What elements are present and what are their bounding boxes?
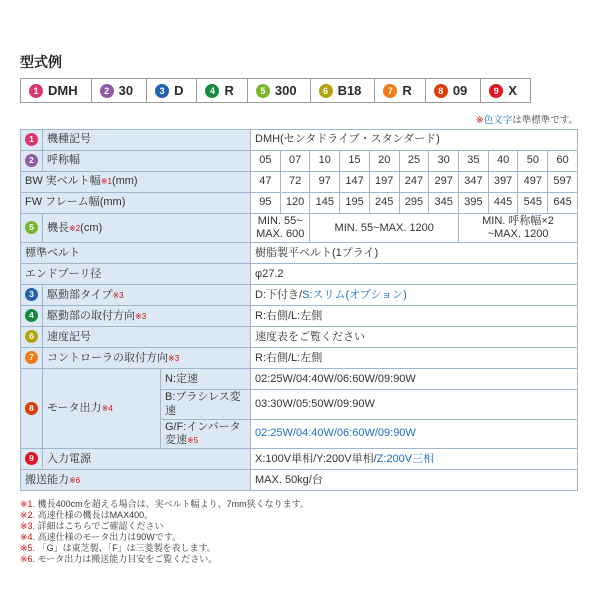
- motor-type-constant: N:定速: [161, 369, 251, 390]
- belt-width-value: 397: [488, 172, 518, 193]
- badge-9: 9: [25, 452, 38, 465]
- badge-8: 8: [25, 402, 38, 415]
- row-label-width: 呼称幅: [43, 151, 251, 172]
- length-range-b: MIN. 55~MAX. 1200: [310, 214, 459, 243]
- footnote-ref-5: ※5: [187, 435, 199, 445]
- row-machine-length: [21, 214, 578, 243]
- badge-cell: [21, 449, 43, 470]
- badge-cell: [21, 327, 43, 348]
- belt-width-value: 597: [548, 172, 578, 193]
- row-label-model: 機種記号: [43, 130, 251, 151]
- drive-type-option: S:スリム(オプション): [302, 288, 407, 301]
- speed-code-value: 速度表をご覧ください: [251, 327, 578, 348]
- width-value: 35: [459, 151, 489, 172]
- width-value: 10: [310, 151, 340, 172]
- badge-cell: [21, 306, 43, 327]
- row-label-drive-type: 駆動部タイプ※3: [43, 285, 251, 306]
- model-segment-4: [197, 79, 247, 103]
- width-value: 30: [429, 151, 459, 172]
- controller-direction-value: R:右側/L:左側: [251, 348, 578, 369]
- belt-width-value: 147: [340, 172, 370, 193]
- footnote-ref-3: ※3: [112, 290, 124, 300]
- row-label-standard-belt: 標準ベルト: [21, 243, 251, 264]
- width-value: 40: [488, 151, 518, 172]
- badge-cell: [21, 285, 43, 306]
- row-label-speed-code: 速度記号: [43, 327, 251, 348]
- row-model-code: [21, 130, 578, 151]
- belt-width-value: 72: [280, 172, 310, 193]
- row-drive-type: [21, 285, 578, 306]
- belt-width-value: 497: [518, 172, 548, 193]
- spec-table: [20, 129, 578, 491]
- model-segment-7: [375, 79, 425, 103]
- frame-width-value: 195: [340, 193, 370, 214]
- segment-9-code: X: [508, 83, 517, 98]
- width-value: 15: [340, 151, 370, 172]
- row-drive-direction: [21, 306, 578, 327]
- width-value: 60: [548, 151, 578, 172]
- length-range-c: MIN. 呼称幅×2 ~MAX. 1200: [459, 214, 578, 243]
- badge-5: 5: [25, 221, 38, 234]
- motor-type-inverter: G/F:インバータ変速※5: [161, 419, 251, 448]
- row-label-belt-width: BW 実ベルト幅※1(mm): [21, 172, 251, 193]
- model-segment-1: [21, 79, 92, 103]
- width-value: 07: [280, 151, 310, 172]
- badge-cell: [21, 348, 43, 369]
- input-power-option: Z:200V三相: [376, 452, 435, 465]
- motor-output-constant-value: 02:25W/04:40W/06:60W/09:90W: [251, 369, 578, 390]
- footnote-ref-4: ※4: [101, 404, 113, 414]
- segment-5-badge: 5: [256, 84, 270, 98]
- model-segment-5: [247, 79, 310, 103]
- legend-note: [20, 112, 578, 126]
- row-standard-belt: [21, 243, 578, 264]
- row-belt-width: [21, 172, 578, 193]
- row-end-pulley: [21, 264, 578, 285]
- segment-3-code: D: [174, 83, 184, 98]
- segment-1-code: DMH: [48, 83, 78, 98]
- model-segment-9: [481, 79, 531, 103]
- frame-width-value: 295: [399, 193, 429, 214]
- badge-6: 6: [25, 330, 38, 343]
- frame-width-value: 245: [369, 193, 399, 214]
- model-example-strip: [20, 78, 531, 103]
- model-example-row: [21, 79, 531, 103]
- badge-7: 7: [25, 351, 38, 364]
- belt-width-value: 47: [251, 172, 281, 193]
- footnote-ref-3: ※3: [168, 353, 180, 363]
- badge-1: 1: [25, 133, 38, 146]
- footnote-ref-6: ※6: [69, 475, 81, 485]
- badge-2: 2: [25, 154, 38, 167]
- segment-3-badge: 3: [155, 84, 169, 98]
- segment-6-code: B18: [337, 83, 362, 98]
- footnote-5: ※5. 「G」は東芝製、「F」は三菱製を表します。: [20, 543, 216, 554]
- footnote-1: ※1. 機長400cmを超える場合は、実ベルト幅より、7mm狭くなります。: [20, 499, 309, 510]
- footnote-2: ※2. 高速仕様の機長はMAX400。: [20, 510, 154, 521]
- segment-2-badge: 2: [100, 84, 114, 98]
- row-input-power: [21, 449, 578, 470]
- motor-output-inverter-value: 02:25W/04:40W/06:60W/09:90W: [251, 419, 578, 448]
- frame-width-value: 395: [459, 193, 489, 214]
- segment-7-badge: 7: [383, 84, 397, 98]
- belt-width-value: 247: [399, 172, 429, 193]
- standard-belt-value: 樹脂製平ベルト(1プライ): [251, 243, 578, 264]
- row-speed-code: [21, 327, 578, 348]
- belt-width-value: 297: [429, 172, 459, 193]
- page-title: 型式例: [20, 54, 62, 70]
- badge-3: 3: [25, 288, 38, 301]
- footnotes: [20, 499, 580, 565]
- frame-width-value: 645: [548, 193, 578, 214]
- row-label-frame-width: FW フレーム幅(mm): [21, 193, 251, 214]
- frame-width-value: 120: [280, 193, 310, 214]
- length-range-a: MIN. 55~ MAX. 600: [251, 214, 310, 243]
- segment-1-badge: 1: [29, 84, 43, 98]
- row-label-motor-output: モータ出力※4: [43, 369, 161, 449]
- badge-cell: [21, 369, 43, 449]
- segment-8-code: 09: [452, 83, 468, 98]
- footnote-6: ※6. モータ出力は搬送能力目安をご覧ください。: [20, 554, 218, 565]
- model-segment-8: [425, 79, 480, 103]
- segment-6-badge: 6: [319, 84, 333, 98]
- segment-8-badge: 8: [434, 84, 448, 98]
- drive-type-value: D:下付き/S:スリム(オプション): [251, 285, 578, 306]
- model-segment-2: [91, 79, 146, 103]
- width-value: 25: [399, 151, 429, 172]
- belt-width-value: 347: [459, 172, 489, 193]
- model-code-value: DMH(センタドライブ・スタンダード): [251, 130, 578, 151]
- segment-4-code: R: [224, 83, 234, 98]
- footnote-ref-2: ※2: [69, 223, 81, 233]
- legend-note-colored: 色文字: [483, 115, 513, 126]
- motor-output-brushless-value: 03:30W/05:50W/09:90W: [251, 390, 578, 419]
- width-value: 20: [369, 151, 399, 172]
- drive-direction-value: R:右側/L:左側: [251, 306, 578, 327]
- end-pulley-value: φ27.2: [251, 264, 578, 285]
- row-controller-direction: [21, 348, 578, 369]
- badge-cell: [21, 151, 43, 172]
- capacity-value: MAX. 50kg/台: [251, 470, 578, 491]
- belt-width-value: 97: [310, 172, 340, 193]
- footnote-ref-1: ※1: [100, 177, 112, 187]
- badge-4: 4: [25, 309, 38, 322]
- frame-width-value: 445: [488, 193, 518, 214]
- badge-cell: [21, 130, 43, 151]
- footnote-ref-3: ※3: [135, 311, 147, 321]
- row-label-capacity: 搬送能力※6: [21, 470, 251, 491]
- segment-2-code: 30: [118, 83, 134, 98]
- segment-7-code: R: [402, 83, 412, 98]
- input-power-value: X:100V単相/Y:200V単相/Z:200V三相: [251, 449, 578, 470]
- width-value: 05: [251, 151, 281, 172]
- frame-width-value: 345: [429, 193, 459, 214]
- model-segment-3: [147, 79, 197, 103]
- footnote-3: ※3. 詳細はこちらでご確認ください: [20, 521, 164, 532]
- row-label-drive-direction: 駆動部の取付方向※3: [43, 306, 251, 327]
- row-label-end-pulley: エンドプーリ径: [21, 264, 251, 285]
- row-label-controller-direction: コントローラの取付方向※3: [43, 348, 251, 369]
- row-motor-output-n: [21, 369, 578, 390]
- segment-5-code: 300: [274, 83, 297, 98]
- row-frame-width: [21, 193, 578, 214]
- legend-note-mark: ※: [475, 115, 484, 126]
- model-segment-6: [310, 79, 375, 103]
- badge-cell: [21, 214, 43, 243]
- frame-width-value: 145: [310, 193, 340, 214]
- segment-4-badge: 4: [205, 84, 219, 98]
- frame-width-value: 95: [251, 193, 281, 214]
- width-value: 50: [518, 151, 548, 172]
- legend-note-rest: は準標準です。: [512, 115, 578, 126]
- row-nominal-width: [21, 151, 578, 172]
- footnote-4: ※4. 高速仕様のモータ出力は90Wです。: [20, 532, 181, 543]
- frame-width-value: 545: [518, 193, 548, 214]
- motor-type-brushless: B:ブラシレス変速: [161, 390, 251, 419]
- segment-9-badge: 9: [489, 84, 503, 98]
- row-capacity: [21, 470, 578, 491]
- belt-width-value: 197: [369, 172, 399, 193]
- row-label-input-power: 入力電源: [43, 449, 251, 470]
- row-label-length: 機長※2(cm): [43, 214, 251, 243]
